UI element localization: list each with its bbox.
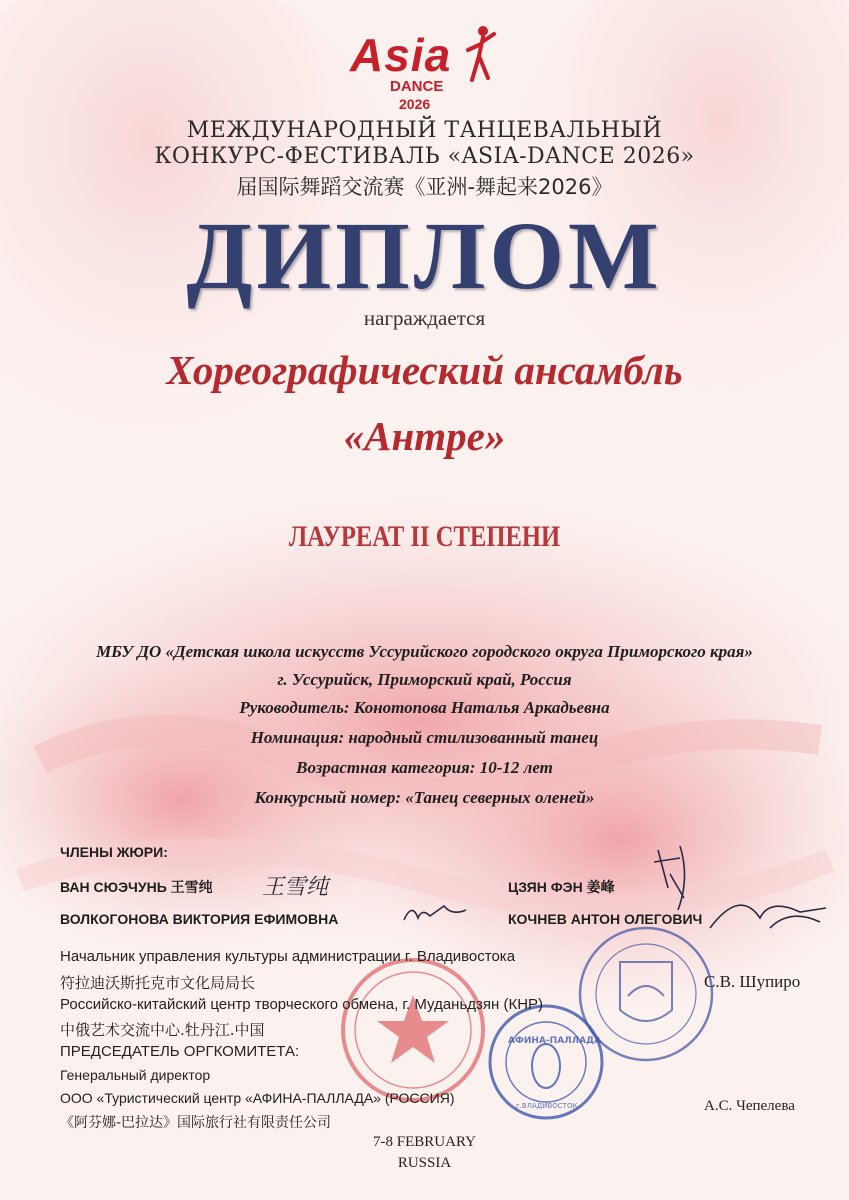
detail-city: г. Уссурийск, Приморский край, Россия — [277, 670, 572, 689]
logo-year: 2026 — [399, 96, 431, 112]
recipient-name-line-2: «Антре» — [343, 413, 506, 459]
jury-member-1-signature: 王雪纯 — [262, 875, 329, 900]
official-line-3: Российско-китайский центр творческого обмена, г. Муданьдзян (КНР) — [60, 996, 544, 1013]
afina-pallada-stamp — [486, 1002, 606, 1122]
header-line-3-chinese: 届国际舞蹈交流赛《亚洲-舞起来2026》 — [236, 175, 613, 199]
official-line-7: ООО «Туристический центр «АФИНА-ПАЛЛАДА» (РОССИЯ) — [60, 1090, 455, 1106]
red-stamp — [338, 955, 488, 1105]
jury-label: ЧЛЕНЫ ЖЮРИ: — [60, 844, 168, 860]
official-line-6: Генеральный директор — [60, 1067, 211, 1083]
signer-chepeleva: А.С. Чепелева — [704, 1098, 795, 1114]
afina-pallada-stamp-text: АФИНА-ПАЛЛАДА — [508, 1036, 602, 1046]
signature-volkogonova — [400, 898, 470, 928]
logo-subtitle: DANCE — [390, 78, 444, 95]
diploma-title: ДИПЛОМ — [186, 202, 663, 309]
recipient-name-line-1: Хореографический ансамбль — [166, 347, 683, 393]
festival-logo — [330, 22, 520, 114]
jury-member-2: ЦЗЯН ФЭН 姜峰 — [508, 879, 615, 895]
logo-brand: Asia — [350, 29, 452, 81]
official-line-5: ПРЕДСЕДАТЕЛЬ ОРГКОМИТЕТА: — [60, 1043, 300, 1060]
official-line-8-chinese: 《阿芬娜-巴拉达》国际旅行社有限责任公司 — [60, 1115, 332, 1131]
laureate-degree: ЛАУРЕАТ II СТЕПЕНИ — [288, 520, 561, 553]
dancer-icon — [466, 24, 496, 84]
detail-performance: Конкурсный номер: «Танец северных оленей» — [254, 788, 595, 807]
jury-member-4: КОЧНЕВ АНТОН ОЛЕГОВИЧ — [508, 911, 703, 927]
detail-institution: МБУ ДО «Детская школа искусств Уссурийского городского округа Приморского края» — [96, 642, 753, 661]
detail-director: Руководитель: Конотопова Наталья Аркадьевна — [239, 698, 610, 717]
jury-member-1: ВАН СЮЭЧУНЬ 王雪纯 — [60, 879, 213, 895]
awarded-label: награждается — [363, 306, 486, 330]
official-line-4-chinese: 中俄艺术交流中心.牡丹江.中国 — [60, 1021, 265, 1039]
official-line-1: Начальник управления культуры администрации г. Владивостока — [60, 948, 516, 965]
footer-country: RUSSIA — [397, 1155, 452, 1171]
afina-pallada-stamp-city: г.ВЛАДИВОСТОК — [516, 1102, 578, 1110]
official-line-2-chinese: 符拉迪沃斯托克市文化局局长 — [60, 974, 256, 992]
footer-date: 7-8 FEBRUARY — [373, 1134, 476, 1150]
header-line-2: КОНКУРС-ФЕСТИВАЛЬ «ASIA-DANCE 2026» — [154, 144, 695, 169]
detail-nomination: Номинация: народный стилизованный танец — [250, 728, 599, 747]
detail-age-category: Возрастная категория: 10-12 лет — [296, 758, 553, 777]
header-line-1: МЕЖДУНАРОДНЫЙ ТАНЦЕВАЛЬНЫЙ — [186, 118, 663, 143]
signer-shupiro: С.В. Шупиро — [704, 972, 801, 991]
jury-member-3: ВОЛКОГОНОВА ВИКТОРИЯ ЕФИМОВНА — [60, 911, 339, 927]
